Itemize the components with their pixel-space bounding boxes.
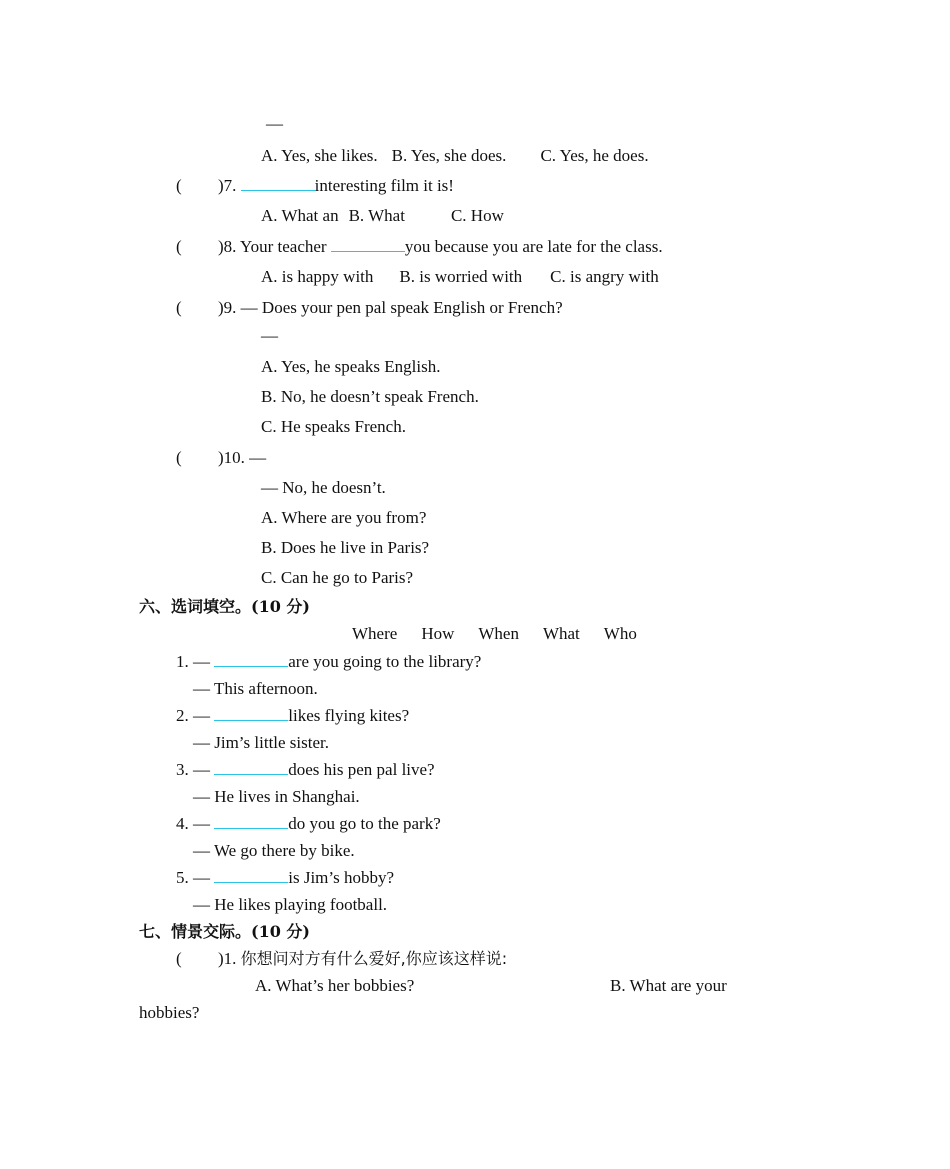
s6-item-blank[interactable] bbox=[214, 814, 288, 829]
s6-item-5 bbox=[176, 868, 394, 888]
q7-option-c: C. How bbox=[450, 206, 504, 225]
s7-q1-prompt: 你想问对方有什么爱好,你应该这样说: bbox=[240, 949, 508, 968]
word-bank-word: When bbox=[478, 624, 519, 643]
s6-item-text: does his pen pal live? bbox=[288, 760, 435, 779]
s6-item-text: are you going to the library? bbox=[288, 652, 482, 671]
q8-options bbox=[261, 267, 659, 287]
section7-heading: 七、情景交际。(10 分) bbox=[139, 922, 310, 941]
q9-stem: )9. — Does your pen pal speak English or French? bbox=[218, 298, 563, 317]
s7-q1-option-b: B. What are your bbox=[610, 976, 727, 995]
q10-option-c: C. Can he go to Paris? bbox=[261, 568, 414, 587]
s6-item-text: do you go to the park? bbox=[288, 814, 441, 833]
s6-item-number: 3. — bbox=[176, 760, 210, 779]
q9-answer-paren[interactable]: ( bbox=[176, 298, 182, 317]
q10-option-a: A. Where are you from? bbox=[261, 508, 427, 527]
q7-option-b: B. What bbox=[348, 206, 405, 225]
s6-item-3-answer: — He lives in Shanghai. bbox=[193, 787, 360, 806]
s7-q1-stem bbox=[218, 949, 507, 969]
q10-answer-paren[interactable]: ( bbox=[176, 448, 182, 467]
section6-heading: 六、选词填空。(10 分) bbox=[139, 597, 310, 616]
s6-item-4-answer: — We go there by bike. bbox=[193, 841, 355, 860]
q8-stem bbox=[218, 237, 663, 257]
s7-q1-option-b-cont: hobbies? bbox=[139, 1003, 200, 1022]
q7-text: interesting film it is! bbox=[314, 176, 454, 195]
q6-option-a: A. Yes, she likes. bbox=[261, 146, 378, 165]
q8-option-b: B. is worried with bbox=[399, 267, 523, 286]
q10-option-b: B. Does he live in Paris? bbox=[261, 538, 430, 557]
s6-item-number: 2. — bbox=[176, 706, 210, 725]
q8-text: you because you are late for the class. bbox=[404, 237, 663, 256]
s6-item-text: likes flying kites? bbox=[288, 706, 410, 725]
word-bank bbox=[352, 624, 637, 644]
q7-answer-paren[interactable]: ( bbox=[176, 176, 182, 195]
q7-options bbox=[261, 206, 504, 226]
q8-answer-paren[interactable]: ( bbox=[176, 237, 182, 256]
s6-item-blank[interactable] bbox=[214, 706, 288, 721]
q7-stem bbox=[218, 176, 454, 196]
s6-item-number: 4. — bbox=[176, 814, 210, 833]
word-bank-word: Where bbox=[352, 624, 398, 643]
q6-option-c: C. Yes, he does. bbox=[540, 146, 649, 165]
q8-blank[interactable] bbox=[331, 237, 405, 252]
q9-option-a: A. Yes, he speaks English. bbox=[261, 357, 441, 376]
word-bank-word: How bbox=[421, 624, 455, 643]
word-bank-word: Who bbox=[603, 624, 637, 643]
q7-option-a: A. What an bbox=[261, 206, 339, 225]
q9-option-b: B. No, he doesn’t speak French. bbox=[261, 387, 479, 406]
s6-item-4 bbox=[176, 814, 441, 834]
s6-item-5-answer: — He likes playing football. bbox=[193, 895, 388, 914]
q10-stem: )10. — bbox=[218, 448, 267, 467]
s6-item-1-answer: — This afternoon. bbox=[193, 679, 318, 698]
s6-item-blank[interactable] bbox=[214, 868, 288, 883]
s6-item-text: is Jim’s hobby? bbox=[288, 868, 395, 887]
q8-option-c: C. is angry with bbox=[550, 267, 659, 286]
s6-item-number: 1. — bbox=[176, 652, 210, 671]
s6-item-2-answer: — Jim’s little sister. bbox=[193, 733, 330, 752]
s6-item-2 bbox=[176, 706, 409, 726]
s7-q1-option-a: A. What’s her bobbies? bbox=[255, 976, 415, 995]
q8-option-a: A. is happy with bbox=[261, 267, 374, 286]
q6-answer-dash: — bbox=[266, 114, 283, 133]
q6-option-b: B. Yes, she does. bbox=[391, 146, 507, 165]
s6-item-1 bbox=[176, 652, 481, 672]
s6-item-number: 5. — bbox=[176, 868, 210, 887]
s6-item-3 bbox=[176, 760, 435, 780]
s7-q1-answer-paren[interactable]: ( bbox=[176, 949, 182, 968]
q9-option-c: C. He speaks French. bbox=[261, 417, 406, 436]
s7-q1-number: )1. bbox=[218, 949, 237, 968]
q10-answer: — No, he doesn’t. bbox=[261, 478, 386, 497]
q6-options bbox=[261, 146, 649, 166]
s6-item-blank[interactable] bbox=[214, 652, 288, 667]
s6-item-blank[interactable] bbox=[214, 760, 288, 775]
q7-number: )7. bbox=[218, 176, 237, 195]
q8-number: )8. Your teacher bbox=[218, 237, 327, 256]
q9-answer-dash: — bbox=[261, 326, 278, 345]
word-bank-word: What bbox=[542, 624, 580, 643]
q7-blank[interactable] bbox=[241, 176, 315, 191]
